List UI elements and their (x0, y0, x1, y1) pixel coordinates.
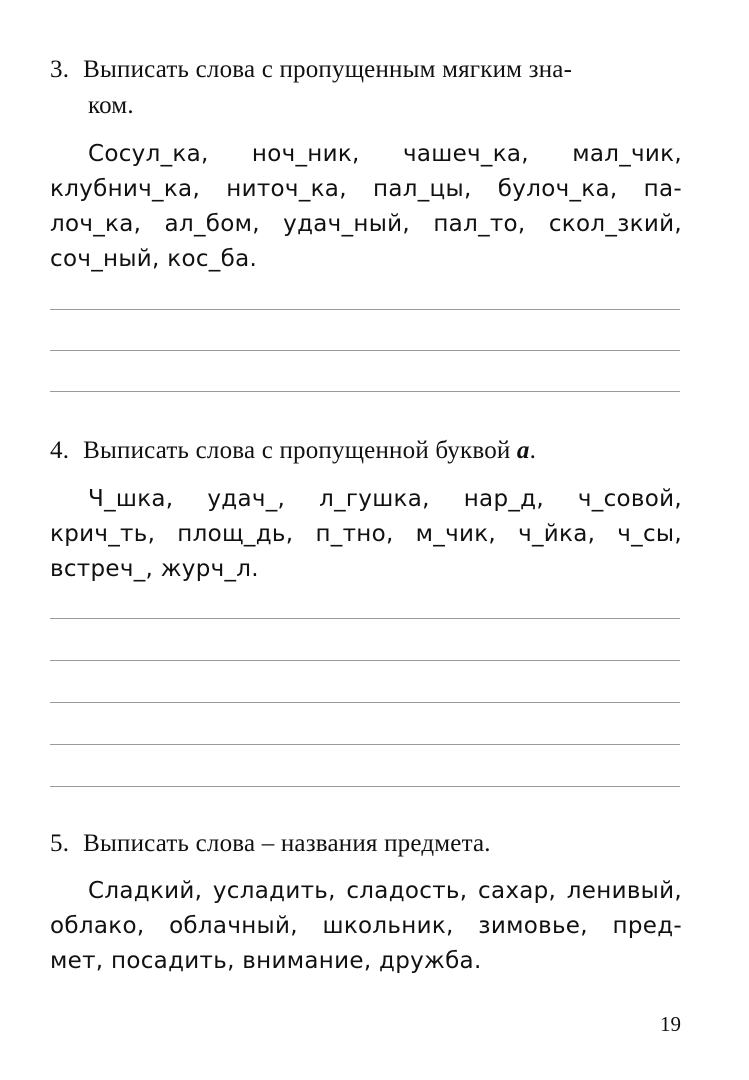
task-4-title-text: Выписать слова с пропущенной буквой (83, 437, 511, 464)
answer-line[interactable] (50, 660, 680, 661)
task-5-word-line-3: мет, посадить, внимание, дружба. (50, 948, 482, 974)
task-3-number: 3. (50, 56, 70, 83)
task-4-word-line-2: крич_ть, площ_дь, п_тно, м_чик, ч_йка, ч_сы, (50, 521, 682, 547)
answer-line[interactable] (50, 391, 680, 392)
answer-line[interactable] (50, 309, 680, 310)
page-number: 19 (660, 1012, 681, 1036)
task-4-word-line-3: встреч_, журч_л. (50, 556, 259, 582)
answer-line[interactable] (50, 744, 680, 745)
task-4-title-letter: а (516, 437, 530, 464)
task-4-word-list (50, 482, 682, 587)
answer-line[interactable] (50, 350, 680, 351)
task-3-title-line1: Выписать слова с пропущенным мягким зна- (83, 56, 573, 83)
task-3-word-line-4: соч_ный, кос_ба. (50, 246, 258, 272)
task-5-title (50, 826, 690, 862)
answer-line[interactable] (50, 618, 680, 619)
task-3-word-list (50, 137, 682, 277)
task-4-number: 4. (50, 437, 70, 464)
task-3-word-line-1: Сосул_ка, ноч_ник, чашеч_ка, мал_чик, (88, 141, 682, 167)
task-3-word-line-3: лоч_ка, ал_бом, удач_ный, пал_то, скол_зкий, (50, 211, 682, 237)
task-5-word-line-1: Сладкий, усладить, сладость, сахар, ленивый, (88, 878, 682, 904)
task-3-title-line2: ком. (88, 92, 134, 119)
task-4-title-end: . (529, 437, 537, 464)
task-5-word-list (50, 874, 682, 979)
task-4-word-line-1: Ч_шка, удач_, л_гушка, нар_д, ч_совой, (88, 486, 682, 512)
answer-line[interactable] (50, 702, 680, 703)
task-3-title (50, 52, 690, 124)
task-5-number: 5. (50, 830, 70, 857)
task-3-word-line-2: клубнич_ка, ниточ_ка, пал_цы, булоч_ка, па- (50, 176, 682, 202)
task-4-title (50, 433, 690, 469)
task-5-word-line-2: облако, облачный, школьник, зимовье, пред- (50, 913, 682, 939)
task-5-title-text: Выписать слова – названия предмета. (83, 830, 491, 857)
answer-line[interactable] (50, 786, 680, 787)
